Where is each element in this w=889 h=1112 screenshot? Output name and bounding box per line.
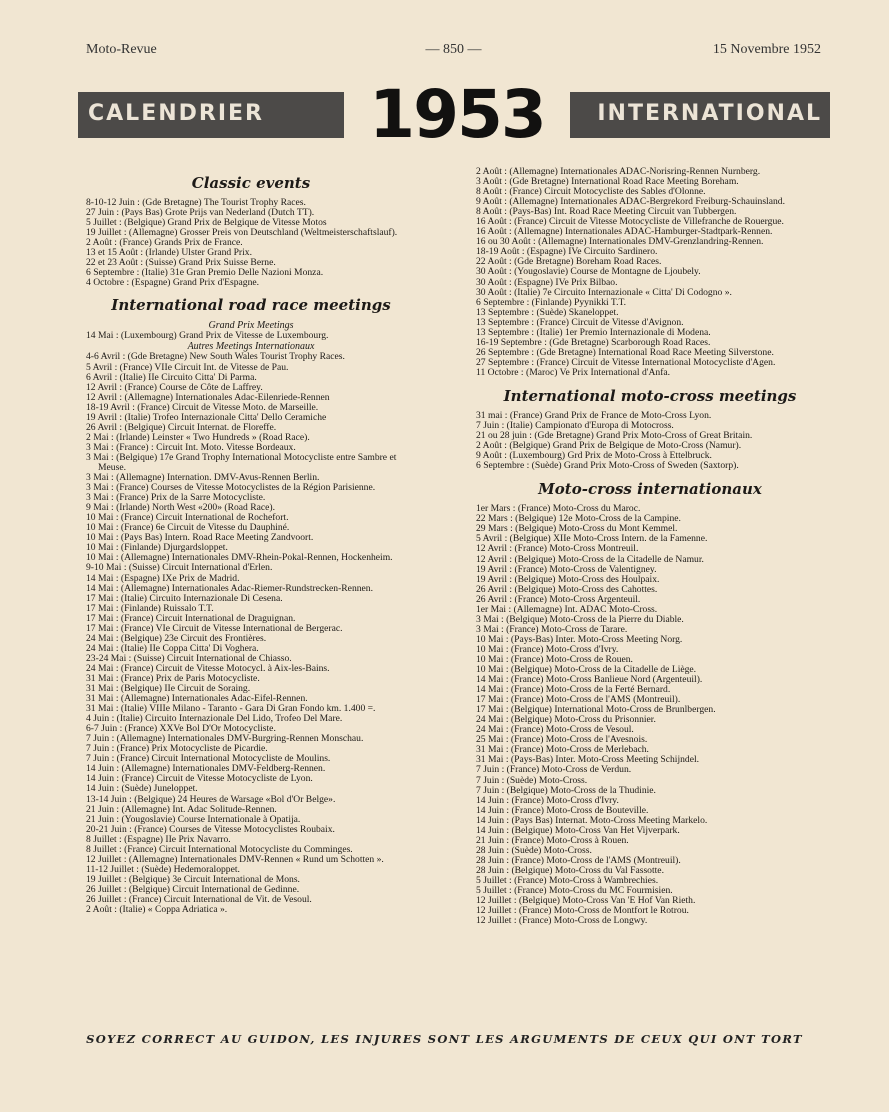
event-entry: 21 Juin : (Allemagne) Int. Adac Solitude-Rennen.: [86, 803, 277, 815]
event-entry: 22 Août : (Gde Bretagne) Boreham Road Races.: [476, 256, 662, 268]
event-entry: 31 Mai : (France) Prix de Paris Motocycliste.: [86, 672, 260, 684]
event-entry: 16 Août : (Allemagne) Internationales ADAC-Hamburger-Stadtpark-Rennen.: [476, 226, 773, 238]
event-entry: 7 Juin : (Italie) Campionato d'Europa di Motocross.: [476, 420, 674, 432]
event-entry: 14 Mai : (France) Moto-Cross de la Ferté Bernard.: [476, 684, 671, 696]
event-entry: 24 Mai : (Belgique) 23e Circuit des Frontières.: [86, 632, 267, 644]
event-entry: 17 Mai : (France) Circuit International de Draguignan.: [86, 612, 296, 624]
banner-left-word: CALENDRIER: [88, 101, 264, 126]
event-list: [476, 504, 824, 926]
event-entry: 16-19 Septembre : (Gde Bretagne) Scarborough Road Races.: [476, 336, 711, 348]
event-entry: 2 Août : (Allemagne) Internationales ADAC-Norisring-Rennen Nurnberg.: [476, 166, 761, 177]
event-entry: 6 Avril : (Italie) IIe Circuito Citta' Di Parma.: [86, 371, 257, 383]
event-entry: 3 Mai : (France) Moto-Cross de Tarare.: [476, 623, 628, 635]
event-entry: 3 Mai : (France) Prix de la Sarre Motocycliste.: [86, 492, 266, 504]
event-entry: 31 Mai : (France) Moto-Cross de Merlebach.: [476, 744, 649, 756]
event-entry: 6 Septembre : (Italie) 31e Gran Premio Delle Nazioni Monza.: [86, 267, 324, 279]
event-entry: 12 Avril : (Allemagne) Internationales Adac-Eilenriede-Rennen: [86, 391, 330, 403]
event-entry: 22 Mars : (Belgique) 12e Moto-Cross de la Campine.: [476, 513, 681, 525]
event-entry: 6 Septembre : (Suède) Grand Prix Moto-Cross of Sweden (Saxtorp).: [476, 460, 739, 472]
event-entry: 4 Octobre : (Espagne) Grand Prix d'Espagne.: [86, 277, 260, 289]
event-entry: 1er Mai : (Allemagne) Int. ADAC Moto-Cross.: [476, 603, 658, 615]
event-entry: 8-10-12 Juin : (Gde Bretagne) The Tourist Trophy Races.: [86, 197, 306, 208]
banner-year: 1953: [369, 76, 545, 153]
event-entry: 8 Août : (Pays-Bas) Int. Road Race Meeting Circuit van Tubbergen.: [476, 206, 737, 218]
event-entry: 27 Juin : (Pays Bas) Grote Prijs van Nederland (Dutch TT).: [86, 207, 315, 219]
event-entry: 29 Mars : (Belgique) Moto-Cross du Mont Kemmel.: [476, 523, 678, 535]
event-entry: 13-14 Juin : (Belgique) 24 Heures de Warsage «Bol d'Or Belge».: [86, 793, 336, 805]
event-entry: 10 Mai : (France) Moto-Cross d'Ivry.: [476, 643, 619, 655]
event-entry: 7 Juin : (France) Prix Motocycliste de Picardie.: [86, 743, 268, 755]
event-entry: 3 Mai : (France) : Circuit Int. Moto. Vitesse Bordeaux.: [86, 441, 296, 453]
event-entry: 3 Août : (Gde Bretagne) International Road Race Meeting Boreham.: [476, 176, 739, 188]
event-entry: 16 Août : (France) Circuit de Vitesse Motocycliste de Villefranche de Rouergue.: [476, 216, 784, 228]
event-entry: 14 Juin : (France) Circuit de Vitesse Motocycliste de Lyon.: [86, 773, 313, 785]
event-entry: 14 Mai : (Espagne) IXe Prix de Madrid.: [86, 572, 240, 584]
event-entry: 13 Septembre : (Italie) 1er Premio Internazionale di Modena.: [476, 326, 711, 338]
event-entry: 27 Septembre : (France) Circuit de Vitesse International Motocycliste d'Agen.: [476, 356, 776, 368]
event-entry: 9 Août : (Luxembourg) Grd Prix de Moto-Cross à Ettelbruck.: [476, 450, 712, 462]
event-entry: 30 Août : (Espagne) IVe Prix Bilbao.: [476, 276, 618, 288]
event-entry: 17 Mai : (France) VIe Circuit de Vitesse International de Bergerac.: [86, 622, 343, 634]
event-entry: 14 Juin : (Allemagne) Internationales DMV-Feldberg-Rennen.: [86, 763, 326, 775]
event-entry: 14 Juin : (Suède) Juneloppet.: [86, 783, 198, 795]
event-entry: 14 Juin : (France) Moto-Cross d'Ivry.: [476, 794, 619, 806]
event-entry: 31 Mai : (Pays-Bas) Inter. Moto-Cross Meeting Schijndel.: [476, 754, 700, 766]
event-entry: 11-12 Juillet : (Suède) Hedemoraloppet.: [86, 863, 240, 875]
event-entry: 14 Juin : (Belgique) Moto-Cross Van Het Vijverpark.: [476, 824, 680, 836]
event-entry: 21 ou 28 juin : (Gde Bretagne) Grand Prix Moto-Cross of Great Britain.: [476, 430, 753, 442]
event-entry: 5 Avril : (Belgique) XIIe Moto-Cross Intern. de la Famenne.: [476, 533, 708, 545]
event-entry: 26 Septembre : (Gde Bretagne) International Road Race Meeting Silverstone.: [476, 346, 774, 358]
event-entry: 14 Juin : (France) Moto-Cross de Bouteville.: [476, 804, 649, 816]
section-title: Moto-cross internationaux: [538, 480, 762, 499]
event-entry: 11 Octobre : (Maroc) Ve Prix International d'Anfa.: [476, 366, 671, 378]
event-entry: 10 Mai : (Finlande) Djurgardsloppet.: [86, 542, 228, 554]
event-entry: 31 Mai : (Belgique) IIe Circuit de Soraing.: [86, 683, 251, 695]
event-entry: 5 Juillet : (France) Moto-Cross à Wambrechies.: [476, 875, 659, 886]
event-entry: 9 Mai : (Irlande) North West «200» (Road Race).: [86, 502, 276, 514]
event-entry: 7 Juin : (France) Moto-Cross de Verdun.: [476, 764, 632, 776]
event-entry: 4-6 Avril : (Gde Bretagne) New South Wales Tourist Trophy Races.: [86, 351, 345, 363]
event-list: [86, 198, 416, 288]
section-subtitle: Autres Meetings Internationaux: [187, 341, 315, 353]
event-entry: 5 Juillet : (Belgique) Grand Prix de Belgique de Vitesse Motos: [86, 217, 327, 229]
event-entry: 3 Mai : (France) Courses de Vitesse Motocyclistes de la Région Parisienne.: [86, 482, 376, 494]
event-entry: 19 Avril : (Belgique) Moto-Cross des Houlpaix.: [476, 573, 660, 585]
event-entry: 30 Août : (Italie) 7e Circuito Internazionale « Citta' Di Codogno ».: [476, 286, 732, 298]
event-entry: 12 Avril : (Belgique) Moto-Cross de la Citadelle de Namur.: [476, 553, 704, 565]
event-entry: 7 Juin : (Belgique) Moto-Cross de la Thudinie.: [476, 784, 656, 796]
event-entry: 28 Juin : (Suède) Moto-Cross.: [476, 844, 592, 856]
event-entry: 26 Juillet : (Belgique) Circuit International de Gedinne.: [86, 883, 300, 895]
event-entry: 31 Mai : (Allemagne) Internationales Adac-Eifel-Rennen.: [86, 693, 308, 705]
event-entry: 18-19 Août : (Espagne) IVe Circuito Sardinero.: [476, 246, 658, 258]
event-entry: 16 ou 30 Août : (Allemagne) Internationales DMV-Grenzlandring-Rennen.: [476, 236, 764, 248]
event-entry: 7 Juin : (France) Circuit International Motocycliste de Moulins.: [86, 753, 331, 765]
event-entry: 2 Août : (Italie) « Coppa Adriatica ».: [86, 904, 228, 916]
event-entry: 10 Mai : (France) Circuit International de Rochefort.: [86, 512, 289, 524]
event-entry: 10 Mai : (Allemagne) Internationales DMV-Rhein-Pokal-Rennen, Hockenheim.: [86, 552, 393, 564]
event-entry: 6 Septembre : (Finlande) Pyynikki T.T.: [476, 296, 627, 308]
running-header: [86, 42, 821, 62]
issue-date: 15 Novembre 1952: [712, 42, 821, 57]
event-entry: 5 Avril : (France) VIIe Circuit Int. de Vitesse de Pau.: [86, 361, 289, 373]
event-entry: 8 Juillet : (Espagne) IIe Prix Navarro.: [86, 833, 231, 845]
event-entry: 13 Septembre : (Suède) Skaneloppet.: [476, 306, 619, 318]
event-entry: 19 Avril : (Italie) Trofeo Internazionale Citta' Dello Ceramiche: [86, 411, 327, 423]
event-entry: 10 Mai : (Pays-Bas) Inter. Moto-Cross Meeting Norg.: [476, 633, 683, 645]
event-entry: 23-24 Mai : (Suisse) Circuit International de Chiasso.: [86, 652, 292, 664]
event-entry: 28 Juin : (France) Moto-Cross de l'AMS (Montreuil).: [476, 854, 681, 866]
event-entry: 10 Mai : (France) Moto-Cross de Rouen.: [476, 653, 633, 665]
event-entry: 14 Juin : (Pays Bas) Internat. Moto-Cross Meeting Markelo.: [476, 814, 708, 826]
event-entry: 3 Mai : (Belgique) 17e Grand Trophy International Motocycliste entre Sambre et Meuse.: [86, 451, 397, 473]
event-list: [476, 411, 824, 471]
event-entry: 13 Septembre : (France) Circuit de Vitesse d'Avignon.: [476, 316, 684, 328]
event-entry: 26 Avril : (France) Moto-Cross Argenteuil.: [476, 593, 641, 605]
event-entry: 6-7 Juin : (France) XXVe Bol D'Or Motocycliste.: [86, 723, 276, 735]
event-entry: 26 Avril : (Belgique) Circuit Internat. de Floreffe.: [86, 421, 277, 433]
event-entry: 21 Juin : (France) Moto-Cross à Rouen.: [476, 834, 629, 846]
event-entry: 3 Mai : (Belgique) Moto-Cross de la Pierre du Diable.: [476, 613, 684, 625]
event-entry: 14 Mai : (France) Moto-Cross Banlieue Nord (Argenteuil).: [476, 674, 703, 686]
event-entry: 22 et 23 Août : (Suisse) Grand Prix Suisse Berne.: [86, 257, 276, 269]
event-entry: 5 Juillet : (France) Moto-Cross du MC Fourmisien.: [476, 885, 673, 897]
event-entry: 19 Juillet : (Belgique) 3e Circuit International de Mons.: [86, 873, 300, 885]
event-entry: 14 Mai : (Allemagne) Internationales Adac-Riemer-Rundstrecken-Rennen.: [86, 582, 373, 594]
event-entry: 12 Avril : (France) Moto-Cross Montreuil.: [476, 543, 639, 555]
event-entry: 19 Juillet : (Allemagne) Grosser Preis von Deutschland (Weltmeisterschaftslauf).: [86, 227, 398, 239]
event-entry: 2 Août : (France) Grands Prix de France.: [86, 237, 243, 249]
event-entry: 2 Août : (Belgique) Grand Prix de Belgique de Moto-Cross (Namur).: [476, 440, 742, 452]
event-entry: 12 Juillet : (Allemagne) Internationales DMV-Rennen « Rund um Schotten ».: [86, 853, 384, 865]
event-entry: 21 Juin : (Yougoslavie) Course Internationale à Opatija.: [86, 813, 301, 825]
event-entry: 1er Mars : (France) Moto-Cross du Maroc.: [476, 503, 641, 515]
event-entry: 9-10 Mai : (Suisse) Circuit International d'Erlen.: [86, 562, 273, 574]
event-entry: 10 Mai : (Belgique) Moto-Cross de la Citadelle de Liège.: [476, 664, 697, 676]
event-entry: 24 Mai : (France) Moto-Cross de Vesoul.: [476, 724, 634, 736]
left-column: [86, 167, 416, 915]
event-entry: 17 Mai : (Belgique) International Moto-Cross de Brunlbergen.: [476, 704, 716, 716]
event-entry: 12 Juillet : (France) Moto-Cross de Longwy.: [476, 915, 648, 927]
event-entry: 25 Mai : (France) Moto-Cross de l'Avesnois.: [476, 734, 648, 746]
event-entry: 26 Avril : (Belgique) Moto-Cross des Cahottes.: [476, 583, 658, 595]
event-entry: 17 Mai : (Italie) Circuito Internazionale Di Cesena.: [86, 592, 283, 604]
event-list: [476, 167, 824, 378]
section-title: International road race meetings: [111, 296, 391, 315]
event-entry: 26 Juillet : (France) Circuit International de Vit. de Vesoul.: [86, 894, 312, 905]
event-entry: 12 Juillet : (France) Moto-Cross de Montfort le Rotrou.: [476, 905, 689, 917]
event-entry: 8 Août : (France) Circuit Motocycliste des Sables d'Olonne.: [476, 186, 706, 198]
event-entry: 17 Mai : (Finlande) Ruissalo T.T.: [86, 602, 214, 614]
magazine-name: Moto-Revue: [86, 42, 157, 57]
event-entry: 30 Août : (Yougoslavie) Course de Montagne de Ljoubely.: [476, 266, 701, 278]
right-column: [476, 167, 824, 926]
event-list: [86, 331, 416, 915]
event-entry: 20-21 Juin : (France) Courses de Vitesse Motocyclistes Roubaix.: [86, 823, 335, 835]
event-entry: 24 Mai : (Belgique) Moto-Cross du Prisonnier.: [476, 714, 656, 726]
event-entry: 9 Août : (Allemagne) Internationales ADAC-Bergrekord Freiburg-Schauinsland.: [476, 196, 785, 208]
event-entry: 4 Juin : (Italie) Circuito Internazionale Del Lido, Trofeo Del Mare.: [86, 713, 343, 725]
event-entry: 7 Juin : (Allemagne) Internationales DMV-Burgring-Rennen Monschau.: [86, 733, 364, 745]
section-subtitle: Grand Prix Meetings: [208, 320, 294, 332]
event-entry: 14 Mai : (Luxembourg) Grand Prix de Vitesse de Luxembourg.: [86, 330, 329, 342]
event-entry: 18-19 Avril : (France) Circuit de Vitesse Moto. de Marseille.: [86, 401, 319, 413]
event-entry: 3 Mai : (Allemagne) Internation. DMV-Avus-Rennen Berlin.: [86, 472, 320, 484]
page-number: — 850 —: [425, 42, 482, 57]
event-entry: 24 Mai : (France) Circuit de Vitesse Motocycl. à Aix-les-Bains.: [86, 662, 330, 674]
section-title: International moto-cross meetings: [503, 386, 797, 405]
event-entry: 24 Mai : (Italie) IIe Coppa Citta' Di Voghera.: [86, 642, 259, 654]
event-entry: 31 mai : (France) Grand Prix de France de Moto-Cross Lyon.: [476, 409, 712, 421]
banner-right-word: INTERNATIONAL: [597, 101, 822, 126]
event-entry: 13 et 15 Août : (Irlande) Ulster Grand Prix.: [86, 247, 252, 259]
event-entry: 2 Mai : (Irlande) Leinster « Two Hundreds » (Road Race).: [86, 431, 310, 443]
footer-slogan: SOYEZ CORRECT AU GUIDON, LES INJURES SONT LES ARGUMENTS DE CEUX QUI ONT TORT: [86, 1032, 803, 1046]
section-title: Classic events: [191, 174, 311, 192]
event-entry: 8 Juillet : (France) Circuit International Motocycliste du Comminges.: [86, 843, 353, 855]
event-entry: 7 Juin : (Suède) Moto-Cross.: [476, 774, 588, 786]
event-entry: 12 Avril : (France) Course de Côte de Laffrey.: [86, 381, 263, 393]
event-entry: 10 Mai : (France) 6e Circuit de Vitesse du Dauphiné.: [86, 522, 290, 534]
event-entry: 12 Juillet : (Belgique) Moto-Cross Van 'E Hof Van Rieth.: [476, 895, 696, 907]
event-entry: 17 Mai : (France) Moto-Cross de l'AMS (Montreuil).: [476, 694, 681, 706]
event-entry: 28 Juin : (Belgique) Moto-Cross du Val Fassotte.: [476, 864, 664, 876]
event-entry: 19 Avril : (France) Moto-Cross de Valentigney.: [476, 563, 657, 575]
event-entry: 10 Mai : (Pays Bas) Intern. Road Race Meeting Zandvoort.: [86, 532, 314, 544]
event-entry: 31 Mai : (Italie) VIIIe Milano - Taranto - Gara Di Gran Fondo km. 1.400 =.: [86, 703, 376, 715]
